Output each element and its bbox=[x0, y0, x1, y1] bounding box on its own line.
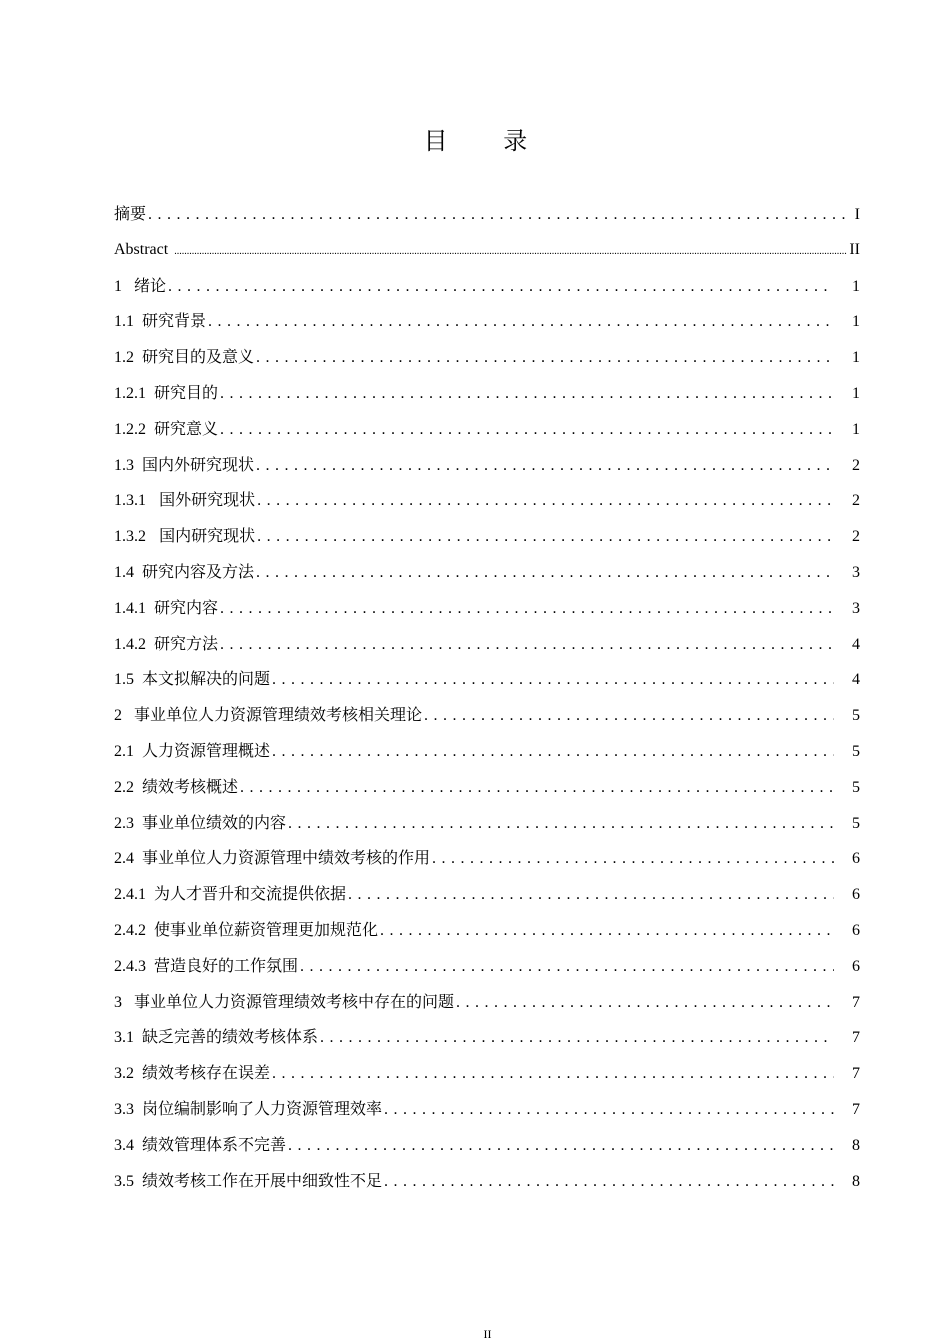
toc-entry-number: 3.5 bbox=[114, 1172, 134, 1190]
toc-entry-page: 8 bbox=[852, 1172, 860, 1190]
dot-leader bbox=[288, 806, 834, 842]
toc-entry-title: 事业单位人力资源管理绩效考核相关理论 bbox=[134, 705, 423, 725]
toc-entry-number: 1 bbox=[114, 277, 122, 295]
toc-entry-title: 研究内容及方法 bbox=[142, 561, 255, 581]
toc-entry[interactable] bbox=[114, 518, 860, 554]
toc-entry-number: 1.2.2 bbox=[114, 420, 146, 438]
toc-entry-title: 研究方法 bbox=[154, 633, 219, 653]
toc-entry-page: 1 bbox=[852, 277, 860, 295]
toc-entry-number: 2.3 bbox=[114, 814, 134, 832]
dot-leader bbox=[257, 483, 834, 519]
toc-entry-page: 4 bbox=[852, 635, 860, 653]
toc-entry-title: 使事业单位薪资管理更加规范化 bbox=[154, 919, 379, 939]
toc-entry-number: 1.4 bbox=[114, 563, 134, 581]
toc-entry-number: 1.4.2 bbox=[114, 635, 146, 653]
toc-entry-page: II bbox=[849, 240, 860, 258]
toc-entry-title: 绩效考核存在误差 bbox=[142, 1063, 271, 1083]
toc-entry-title: 缺乏完善的绩效考核体系 bbox=[142, 1027, 319, 1047]
toc-entry-page: 1 bbox=[852, 384, 860, 402]
toc-entry-page: 7 bbox=[852, 1100, 860, 1118]
toc-entry-number: 2 bbox=[114, 707, 122, 725]
toc-entry-title: 为人才晋升和交流提供依据 bbox=[154, 884, 347, 904]
toc-entry-title: 绪论 bbox=[134, 275, 167, 295]
toc-entry-title: 国内外研究现状 bbox=[142, 454, 255, 474]
toc-entry-title: 国内研究现状 bbox=[154, 526, 256, 546]
dot-leader bbox=[220, 627, 834, 663]
toc-entry[interactable] bbox=[114, 661, 860, 697]
dot-leader bbox=[256, 340, 834, 376]
toc-entry-number: 2.4 bbox=[114, 850, 134, 868]
toc-entry-page: 5 bbox=[852, 814, 860, 832]
toc-entry-title: 营造良好的工作氛围 bbox=[154, 955, 299, 975]
toc-entry[interactable] bbox=[114, 733, 860, 769]
page-title: 目 录 bbox=[423, 127, 552, 155]
toc-entry[interactable] bbox=[114, 482, 860, 518]
toc-entry-page: 8 bbox=[852, 1136, 860, 1154]
toc-entry[interactable] bbox=[114, 375, 860, 411]
toc-entry[interactable] bbox=[114, 1019, 860, 1055]
toc-entry-number: 1.1 bbox=[114, 313, 134, 331]
toc-entry-title: 绩效考核概述 bbox=[142, 776, 239, 796]
toc-entry-title: 人力资源管理概述 bbox=[142, 740, 271, 760]
toc-entry-page: 2 bbox=[852, 456, 860, 474]
table-of-contents bbox=[114, 196, 860, 1198]
toc-entry[interactable] bbox=[114, 1127, 860, 1163]
toc-entry-number: 1.3 bbox=[114, 456, 134, 474]
dot-leader bbox=[256, 448, 834, 484]
toc-entry-title: 岗位编制影响了人力资源管理效率 bbox=[142, 1098, 383, 1118]
toc-entry-page: I bbox=[854, 206, 860, 223]
toc-entry-page: 1 bbox=[852, 349, 860, 367]
toc-entry-page: 5 bbox=[852, 707, 860, 725]
dot-leader bbox=[174, 232, 847, 270]
toc-entry-number: 3 bbox=[114, 993, 122, 1011]
toc-entry-number: 2.4.1 bbox=[114, 886, 146, 904]
toc-entry[interactable] bbox=[114, 590, 860, 626]
toc-entry-title: 本文拟解决的问题 bbox=[142, 669, 271, 689]
toc-entry-title: 研究意义 bbox=[154, 418, 219, 438]
toc-entry-number: 1.4.1 bbox=[114, 599, 146, 617]
toc-entry[interactable] bbox=[114, 805, 860, 841]
dot-leader bbox=[168, 269, 834, 305]
toc-entry[interactable] bbox=[114, 554, 860, 590]
dot-leader bbox=[272, 734, 834, 770]
dot-leader bbox=[288, 1128, 834, 1164]
toc-entry[interactable] bbox=[114, 876, 860, 912]
dot-leader bbox=[384, 1092, 834, 1128]
toc-entry-title: 研究背景 bbox=[142, 311, 207, 331]
toc-entry-page: 6 bbox=[852, 957, 860, 975]
toc-entry-title: 研究目的 bbox=[154, 382, 219, 402]
dot-leader bbox=[256, 555, 834, 591]
toc-entry-page: 1 bbox=[852, 313, 860, 331]
dot-leader bbox=[384, 1164, 834, 1200]
toc-entry-number: 1.2.1 bbox=[114, 384, 146, 402]
toc-entry-page: 7 bbox=[852, 1065, 860, 1083]
dot-leader bbox=[220, 376, 834, 412]
dot-leader bbox=[320, 1020, 834, 1056]
toc-entry-title: 摘要 bbox=[114, 204, 147, 223]
dot-leader bbox=[208, 304, 834, 340]
toc-entry[interactable] bbox=[114, 948, 860, 984]
dot-leader bbox=[220, 591, 834, 627]
toc-entry[interactable] bbox=[114, 339, 860, 375]
toc-entry-number: 1.5 bbox=[114, 671, 134, 689]
toc-entry[interactable] bbox=[114, 697, 860, 733]
toc-entry[interactable] bbox=[114, 912, 860, 948]
toc-entry[interactable] bbox=[114, 1055, 860, 1091]
toc-entry-number: 1.3.2 bbox=[114, 528, 146, 546]
dot-leader bbox=[272, 662, 834, 698]
dot-leader bbox=[240, 770, 834, 806]
toc-entry-page: 7 bbox=[852, 1029, 860, 1047]
toc-entry-title: 绩效考核工作在开展中细致性不足 bbox=[142, 1170, 383, 1190]
toc-entry-page: 5 bbox=[852, 778, 860, 796]
toc-entry[interactable] bbox=[114, 1091, 860, 1127]
toc-entry-number: 2.4.3 bbox=[114, 957, 146, 975]
toc-entry[interactable] bbox=[114, 268, 860, 304]
toc-entry-number: 2.2 bbox=[114, 778, 134, 796]
toc-entry-title: 研究内容 bbox=[154, 597, 219, 617]
toc-entry-number: 3.4 bbox=[114, 1136, 134, 1154]
toc-entry[interactable] bbox=[114, 447, 860, 483]
toc-entry[interactable] bbox=[114, 232, 860, 268]
toc-entry[interactable] bbox=[114, 303, 860, 339]
toc-entry-page: 4 bbox=[852, 671, 860, 689]
toc-entry-page: 3 bbox=[852, 599, 860, 617]
toc-entry-page: 7 bbox=[852, 993, 860, 1011]
toc-entry-title: 研究目的及意义 bbox=[142, 347, 255, 367]
toc-entry-title: 事业单位人力资源管理中绩效考核的作用 bbox=[142, 848, 431, 868]
toc-entry[interactable] bbox=[114, 411, 860, 447]
dot-leader bbox=[272, 1056, 834, 1092]
toc-entry[interactable] bbox=[114, 196, 860, 232]
toc-entry-number: 2.1 bbox=[114, 742, 134, 760]
toc-entry-page: 6 bbox=[852, 850, 860, 868]
toc-entry-number: 3.1 bbox=[114, 1029, 134, 1047]
dot-leader bbox=[348, 877, 834, 913]
toc-entry[interactable] bbox=[114, 1163, 860, 1199]
toc-entry-number: 1.3.1 bbox=[114, 492, 146, 510]
toc-entry-page: 6 bbox=[852, 886, 860, 904]
toc-entry-page: 2 bbox=[852, 492, 860, 510]
dot-leader bbox=[432, 841, 834, 877]
toc-entry[interactable] bbox=[114, 769, 860, 805]
page-number-footer: II bbox=[483, 1327, 492, 1341]
toc-entry-page: 1 bbox=[852, 420, 860, 438]
toc-entry-page: 6 bbox=[852, 921, 860, 939]
toc-entry-page: 5 bbox=[852, 742, 860, 760]
toc-entry[interactable] bbox=[114, 984, 860, 1020]
toc-entry-page: 2 bbox=[852, 528, 860, 546]
dot-leader bbox=[380, 913, 834, 949]
toc-entry-page: 3 bbox=[852, 563, 860, 581]
toc-entry-number: 3.3 bbox=[114, 1100, 134, 1118]
toc-entry[interactable] bbox=[114, 840, 860, 876]
dot-leader bbox=[424, 698, 834, 734]
toc-entry-title: 事业单位绩效的内容 bbox=[142, 812, 287, 832]
dot-leader bbox=[148, 197, 848, 233]
toc-entry[interactable] bbox=[114, 626, 860, 662]
toc-entry-number: 2.4.2 bbox=[114, 921, 146, 939]
toc-entry-title: 国外研究现状 bbox=[154, 490, 256, 510]
toc-entry-title: 事业单位人力资源管理绩效考核中存在的问题 bbox=[134, 991, 455, 1011]
toc-entry-title: Abstract bbox=[114, 240, 173, 258]
toc-entry-number: 1.2 bbox=[114, 349, 134, 367]
toc-entry-number: 3.2 bbox=[114, 1065, 134, 1083]
dot-leader bbox=[300, 949, 834, 985]
dot-leader bbox=[220, 412, 834, 448]
dot-leader bbox=[257, 519, 834, 555]
toc-entry-title: 绩效管理体系不完善 bbox=[142, 1134, 287, 1154]
dot-leader bbox=[456, 985, 834, 1021]
